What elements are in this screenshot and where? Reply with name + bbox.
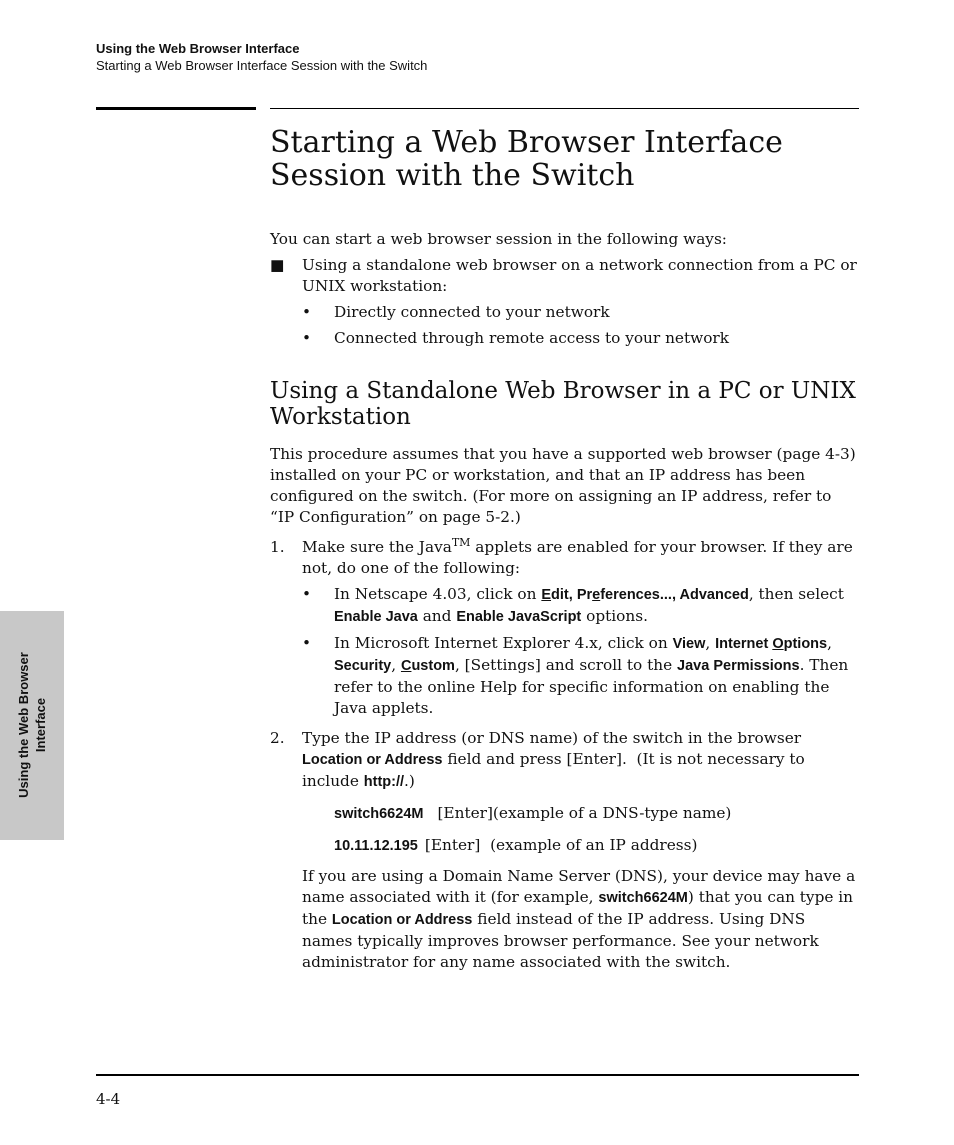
instruction-text: , [Settings] and scroll to the — [454, 656, 678, 674]
step-text: field and press [Enter]. (It is not necessary to include — [302, 750, 805, 790]
menu-view: View — [672, 636, 706, 652]
field-location-or-address: Location or Address — [302, 752, 443, 768]
button-custom — [401, 658, 455, 674]
step-number: 2. — [270, 729, 285, 747]
side-tab-line1: Using the Web Browser — [16, 652, 31, 798]
running-header-title: Using the Web Browser Interface — [96, 41, 300, 56]
instruction-text: and — [417, 607, 457, 625]
bullet-icon: • — [302, 634, 312, 652]
instruction-text: . Then refer to the online Help for specific information on enabling the Java applets. — [334, 656, 849, 717]
menu-label-text: ustom — [411, 658, 455, 674]
instruction-text: , then select — [748, 585, 844, 603]
page-title-line1: Starting a Web Browser Interface — [270, 125, 783, 160]
option-enable-java: Enable Java — [334, 609, 418, 625]
instruction-text: In Netscape 4.03, click on — [334, 585, 542, 603]
step-1 — [270, 537, 860, 579]
separator-text: , — [568, 587, 577, 603]
list-item-text: Using a standalone web browser on a network connection from a PC or UNIX workstation: — [302, 256, 857, 295]
note-text: ) that you can type in the — [302, 888, 854, 928]
tab-security: Security — [334, 658, 392, 674]
intro-text: You can start a web browser session in the following ways: — [270, 230, 727, 248]
list-item-standalone — [270, 255, 860, 297]
note-text: field instead of the IP address. Using DNS names typically improves browser performance. See your network administrator for any name associated with the switch. — [302, 910, 819, 971]
example-code: 10.11.12.195 — [334, 838, 418, 854]
step-2 — [270, 728, 860, 793]
separator-text: , — [671, 587, 680, 603]
menu-label-text: ptions — [783, 636, 828, 652]
mnemonic-letter: E — [541, 587, 552, 603]
menu-label-text: dit — [551, 587, 569, 603]
bullet-icon: • — [302, 303, 312, 321]
sub-item-direct — [270, 302, 860, 323]
option-java-permissions: Java Permissions — [677, 658, 800, 674]
netscape-instructions — [270, 584, 860, 628]
sub-item-remote — [270, 328, 860, 349]
sub-item-text: Directly connected to your network — [334, 303, 610, 321]
instruction-text: options. — [581, 607, 648, 625]
menu-label-text: Advanced — [679, 587, 749, 603]
section-paragraph: This procedure assumes that you have a supported web browser (page 4-3) installed on your PC or workstation, and that an IP address has been configured on the switch. (For more on assigning an IP address, refer to “IP Configuration” on page 5-2.) — [270, 445, 856, 526]
chapter-side-tab-label — [15, 652, 49, 798]
header-rule-right — [270, 108, 859, 109]
side-tab-line2: Interface — [33, 697, 48, 753]
section-heading: Using a Standalone Web Browser in a PC or UNIX Workstation — [270, 378, 856, 430]
running-header-subtitle: Starting a Web Browser Interface Session with the Switch — [96, 58, 428, 73]
menu-label-text: Pr — [576, 587, 593, 603]
menu-label-text: ferences... — [600, 587, 672, 603]
main-content — [270, 229, 860, 973]
bullet-icon: • — [302, 329, 312, 347]
mnemonic-letter: e — [592, 587, 601, 603]
dns-note — [270, 866, 860, 973]
step-number: 1. — [270, 538, 285, 556]
example-code: switch6624M — [598, 890, 688, 906]
example-code: switch6624M — [334, 806, 424, 822]
http-prefix: http:// — [363, 774, 405, 790]
sub-item-text: Connected through remote access to your network — [334, 329, 730, 347]
bullet-icon: • — [302, 585, 312, 603]
example-dns-name — [270, 803, 860, 825]
page-title — [270, 126, 860, 192]
separator-text: , — [705, 634, 716, 652]
page-title-line2: Session with the Switch — [270, 158, 635, 193]
page-number: 4-4 — [96, 1090, 121, 1108]
step-text: applets are enabled for your browser. If they are not, do one of the following: — [302, 538, 853, 577]
header-rule-left — [96, 107, 256, 110]
step-text: Type the IP address (or DNS name) of the switch in the browser — [302, 729, 802, 747]
example-note: [Enter](example of a DNS-type name) — [437, 804, 732, 822]
menu-label-text: Internet — [715, 636, 773, 652]
mnemonic-letter: C — [400, 658, 412, 674]
ie-instructions — [270, 633, 860, 719]
step-text: Make sure the Java — [302, 538, 452, 556]
mnemonic-letter: O — [772, 636, 784, 652]
instruction-text: In Microsoft Internet Explorer 4.x, click on — [334, 634, 673, 652]
field-location-or-address: Location or Address — [331, 912, 473, 928]
separator-text: , — [827, 634, 832, 652]
separator-text: , — [391, 656, 401, 674]
step-text: .) — [404, 772, 415, 790]
menu-internet-options — [715, 636, 827, 652]
example-note: [Enter] (example of an IP address) — [424, 836, 698, 854]
example-ip-address — [270, 835, 860, 857]
note-text: If you are using a Domain Name Server (DNS), your device may have a name associated with it (for example, — [302, 867, 856, 906]
option-enable-javascript: Enable JavaScript — [456, 609, 582, 625]
square-bullet-icon: ■ — [270, 256, 285, 274]
trademark-mark: TM — [451, 535, 471, 549]
menu-edit — [541, 587, 748, 603]
footer-rule — [96, 1074, 859, 1076]
